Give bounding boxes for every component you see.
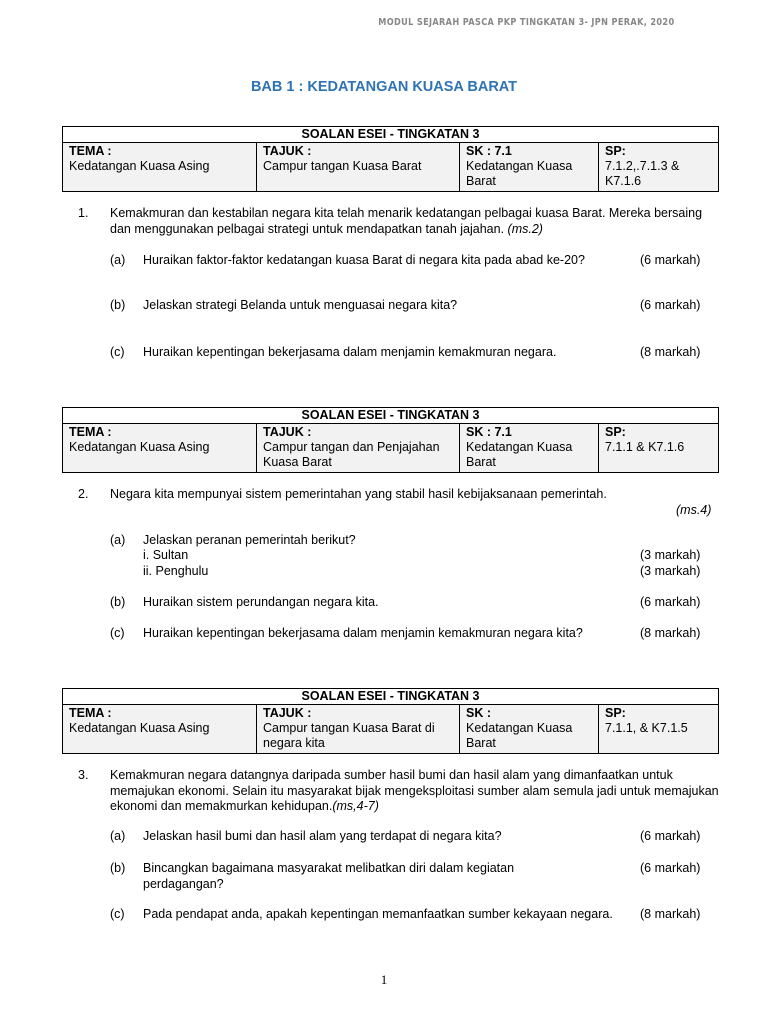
part-marks: (8 markah) (640, 626, 701, 640)
page-reference: (ms.4) (676, 503, 712, 517)
question-number: 3. (78, 768, 89, 782)
tajuk-value: Campur tangan Kuasa Barat (263, 159, 422, 173)
sp-value: 7.1.2,.7.1.3 & K7.1.6 (605, 159, 680, 188)
sp-cell (599, 424, 719, 473)
tema-cell (63, 424, 257, 473)
part-text: Huraikan sistem perundangan negara kita. (143, 595, 379, 609)
tajuk-label: TAJUK : (263, 144, 312, 158)
running-header: MODUL SEJARAH PASCA PKP TINGKATAN 3- JPN PERAK, 2020 (377, 17, 674, 28)
subpart-text: i. Sultan (143, 548, 189, 562)
part-marks: (6 markah) (640, 861, 701, 875)
part-label: (c) (110, 345, 125, 359)
sp-cell (599, 705, 719, 754)
tema-cell (63, 705, 257, 754)
part-text: Huraikan kepentingan bekerjasama dalam menjamin kemakmuran negara kita? (143, 626, 583, 640)
tema-value: Kedatangan Kuasa Asing (69, 721, 210, 735)
tema-label: TEMA : (69, 144, 112, 158)
part-text: Bincangkan bagaimana masyarakat melibatkan diri dalam kegiatan perdagangan? (143, 861, 515, 891)
part-label: (c) (110, 626, 125, 640)
part-marks: (8 markah) (640, 345, 701, 359)
tajuk-value: Campur tangan Kuasa Barat di negara kita (263, 721, 435, 750)
tajuk-cell (257, 705, 460, 754)
question-stem-text: Kemakmuran negara datangnya daripada sumber hasil bumi dan hasil alam yang dimanfaatkan untuk memajukan ekonomi. Selain itu masyarakat bijak mengeksploitasi sumber alam semula jadi untuk memajukan ekonomi dan memakmurkan kehidupan. (110, 768, 719, 813)
sp-label: SP: (605, 425, 626, 439)
part-label: (b) (110, 861, 126, 875)
part-text: Huraikan kepentingan bekerjasama dalam menjamin kemakmuran negara. (143, 345, 557, 359)
info-table-2 (62, 407, 719, 473)
tema-value: Kedatangan Kuasa Asing (69, 159, 210, 173)
part-label: (a) (110, 253, 126, 267)
tajuk-cell (257, 143, 460, 192)
page-reference: (ms,4-7) (332, 799, 379, 813)
chapter-title: BAB 1 : KEDATANGAN KUASA BARAT (250, 79, 518, 95)
part-text: Jelaskan strategi Belanda untuk menguasai negara kita? (143, 298, 458, 312)
part-label: (c) (110, 907, 125, 921)
part-label: (a) (110, 829, 126, 843)
part-text: Huraikan faktor-faktor kedatangan kuasa Barat di negara kita pada abad ke-20? (143, 253, 585, 267)
tema-label: TEMA : (69, 706, 112, 720)
sk-cell (460, 424, 599, 473)
sk-value: Kedatangan Kuasa Barat (466, 721, 573, 750)
part-marks: (6 markah) (640, 253, 701, 267)
page-number: 1 (380, 972, 388, 987)
tajuk-cell (257, 424, 460, 473)
sp-label: SP: (605, 706, 626, 720)
sk-label: SK : 7.1 (466, 425, 512, 439)
table-heading: SOALAN ESEI - TINGKATAN 3 (63, 408, 719, 424)
part-marks: (6 markah) (640, 298, 701, 312)
sk-value: Kedatangan Kuasa Barat (466, 440, 573, 469)
question-stem (110, 206, 722, 237)
subpart-marks: (3 markah) (640, 548, 701, 562)
sk-value: Kedatangan Kuasa Barat (466, 159, 573, 188)
subpart-marks: (3 markah) (640, 564, 701, 578)
sp-value: 7.1.1, & K7.1.5 (605, 721, 688, 735)
tema-cell (63, 143, 257, 192)
sk-label: SK : (466, 706, 491, 720)
tajuk-label: TAJUK : (263, 425, 312, 439)
table-heading: SOALAN ESEI - TINGKATAN 3 (63, 127, 719, 143)
part-text: Jelaskan hasil bumi dan hasil alam yang terdapat di negara kita? (143, 829, 502, 843)
question-number: 2. (78, 487, 89, 501)
part-marks: (6 markah) (640, 595, 701, 609)
part-label: (a) (110, 533, 126, 547)
info-table-1 (62, 126, 719, 192)
sp-label: SP: (605, 144, 626, 158)
part-marks: (8 markah) (640, 907, 701, 921)
sk-label: SK : 7.1 (466, 144, 512, 158)
tajuk-value: Campur tangan dan Penjajahan Kuasa Barat (263, 440, 440, 469)
part-label: (b) (110, 298, 126, 312)
question-stem-text: Kemakmuran dan kestabilan negara kita telah menarik kedatangan pelbagai kuasa Barat. Mereka bersaing dan menggunakan pelbagai strategi untuk mendapatkan tanah jajahan. (110, 206, 703, 236)
question-stem (110, 768, 722, 815)
page-reference: (ms.2) (507, 221, 543, 236)
info-table-3 (62, 688, 719, 754)
sp-value: 7.1.1 & K7.1.6 (605, 440, 685, 454)
sp-cell (599, 143, 719, 192)
sk-cell (460, 143, 599, 192)
part-text: Jelaskan peranan pemerintah berikut? (143, 533, 356, 547)
tajuk-label: TAJUK : (263, 706, 312, 720)
tema-label: TEMA : (69, 425, 112, 439)
part-label: (b) (110, 595, 126, 609)
tema-value: Kedatangan Kuasa Asing (69, 440, 210, 454)
sk-cell (460, 705, 599, 754)
question-number: 1. (78, 206, 89, 220)
part-text: Pada pendapat anda, apakah kepentingan memanfaatkan sumber kekayaan negara. (143, 907, 613, 921)
question-stem: Negara kita mempunyai sistem pemerintahan yang stabil hasil kebijaksanaan pemerintah. (110, 487, 607, 501)
table-heading: SOALAN ESEI - TINGKATAN 3 (63, 689, 719, 705)
subpart-text: ii. Penghulu (143, 564, 209, 578)
part-marks: (6 markah) (640, 829, 701, 843)
